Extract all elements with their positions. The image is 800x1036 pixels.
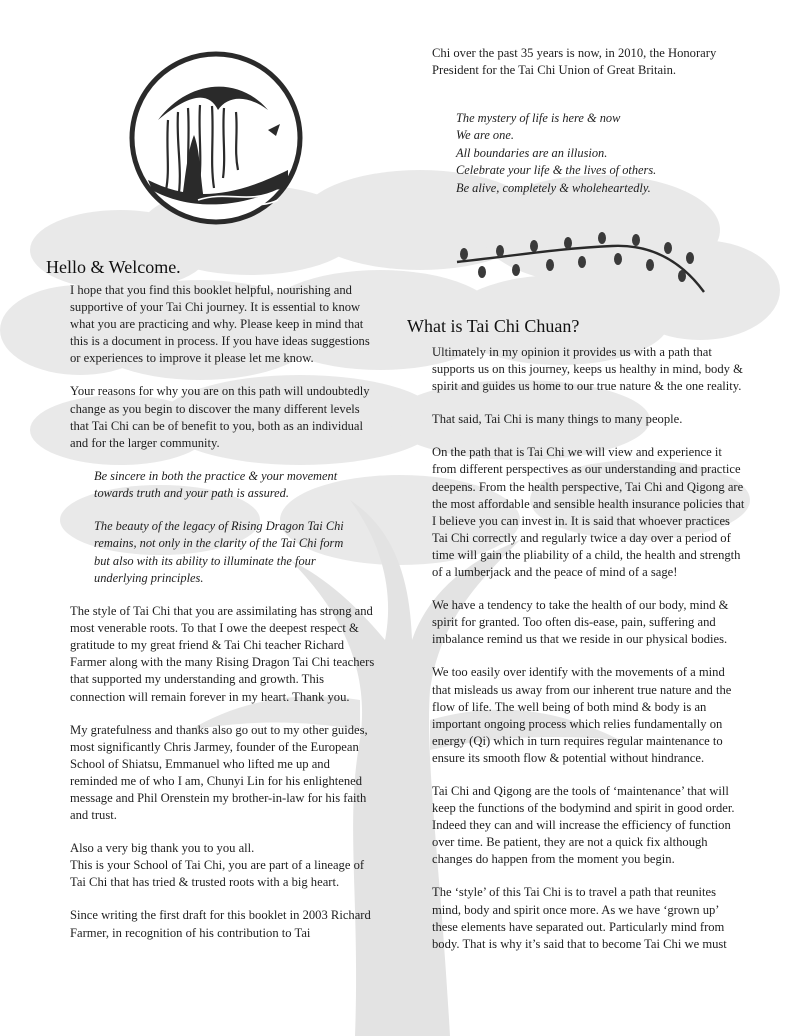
section-title-what-is-tai-chi: What is Tai Chi Chuan?	[407, 316, 580, 336]
paragraph-health-perspective: On the path that is Tai Chi we will view and experience it from different perspectives as our understanding and practice deepens. From the health perspective, Tai Chi and Qigong are the most affordable and sensible health insurance policies that I believe you can invest in. It is said that whoever practices Tai Chi correctly and regularly twice a day over a period of time will gain the pliability of a child, the health and strength of a lumberjack and the peace of mind of a sage!	[432, 445, 745, 580]
willow-tree-emblem	[128, 50, 304, 226]
paragraph-maintenance: Tai Chi and Qigong are the tools of ‘maintenance’ that will keep the functions of the bodymind and spirit in good order. Indeed they can and will increase the efficiency of function over time. Be patient, they are not a quick fix although changes do happen from the moment you begin.	[432, 783, 735, 867]
paragraph-that-said: That said, Tai Chi is many things to many people.	[432, 412, 683, 427]
paragraph-style-path: The ‘style’ of this Tai Chi is to travel a path that reunites mind, body and spirit once more. As we have ‘grown up’ these elements have separated out. Particularly mind from body. That is why it’s said that to become Tai Chi we must	[432, 885, 727, 951]
paragraph-intro: I hope that you find this booklet helpful, nourishing and supportive of your Tai Chi journey. It is essential to know what you are practicing and why. Please keep in mind that this is a document in process. If you have ideas suggestions or experiences to improve it please let me know.	[70, 283, 370, 366]
left-column	[70, 282, 380, 958]
paragraph-over-identify: We too easily over identify with the movements of a mind that misleads us away from our inherent true nature and the flow of life. The well being of both mind & body is an important ongoing process which relies fundamentally on energy (Qi) which in turn requires regular maintenance to ensure its smooth flow & potential without hindrance.	[432, 665, 732, 765]
lineage-line: This is your School of Tai Chi, you are part of a lineage of Tai Chi that has tried & trusted roots with a big heart.	[70, 858, 365, 890]
paragraph-style-roots: The style of Tai Chi that you are assimilating has strong and most venerable roots. To that I owe the deepest respect & gratitude to my great friend & Tai Chi teacher Richard Farmer along with the many Rising Dragon Tai Chi teachers that supported my understanding and growth. This connection will remain forever in my heart. Thank you.	[70, 604, 375, 704]
quote-line: towards truth and your path is assured.	[94, 486, 289, 501]
quote-line: underlying principles.	[94, 570, 204, 585]
paragraph-thank-you	[70, 840, 380, 891]
paragraph-gratefulness: My gratefulness and thanks also go out to my other guides, most significantly Chris Jarmey, founder of the European School of Shiatsu, Emmanuel who lifted me up and reminded me of who I am, Chunyi Lin for his enlightened message and Phil Orenstein my brother-in-law for his faith and trust.	[70, 722, 368, 823]
paragraph-ultimately: Ultimately in my opinion it provides us with a path that supports us on this journey, keeps us healthy in mind, body & spirit and guides us home to our true nature & the one reality.	[432, 345, 743, 394]
quote-sincere	[94, 468, 356, 502]
paragraph-first-draft: Since writing the first draft for this booklet in 2003 Richard Farmer, in recognition of his contribution to Tai	[70, 908, 371, 940]
paragraph-tendency: We have a tendency to take the health of our body, mind & spirit for granted. Too often dis-ease, pain, suffering and imbalance remind us that we reside in our physical bodies.	[432, 598, 729, 647]
quote-line: The beauty of the legacy of Rising Dragon Tai Chi	[94, 519, 344, 534]
poem-block	[456, 110, 656, 197]
right-column	[432, 344, 746, 969]
poem-line: Be alive, completely & wholeheartedly.	[456, 180, 651, 195]
paragraph-reasons: Your reasons for why you are on this path will undoubtedly change as you begin to discover the many different levels that Tai Chi can be of benefit to you, both as an individual and for the larger community.	[70, 384, 370, 450]
vine-leaf-ornament	[452, 232, 712, 302]
quote-line: Be sincere in both the practice & your movement	[94, 468, 338, 483]
poem-line: The mystery of life is here & now	[456, 111, 621, 125]
thank-you-line: Also a very big thank you to you all.	[70, 841, 255, 856]
quote-line: but also with its ability to illuminate the four	[94, 553, 316, 568]
poem-line: All boundaries are an illusion.	[456, 145, 608, 160]
quote-line: remains, not only in the clarity of the Tai Chi form	[94, 536, 344, 551]
poem-line: Celebrate your life & the lives of others.	[456, 163, 657, 178]
section-title-hello-welcome: Hello & Welcome.	[46, 257, 181, 277]
paragraph-continuation: Chi over the past 35 years is now, in 2010, the Honorary President for the Tai Chi Union of Great Britain.	[432, 46, 717, 78]
poem-line: We are one.	[456, 128, 514, 143]
quote-beauty-legacy	[94, 518, 356, 587]
